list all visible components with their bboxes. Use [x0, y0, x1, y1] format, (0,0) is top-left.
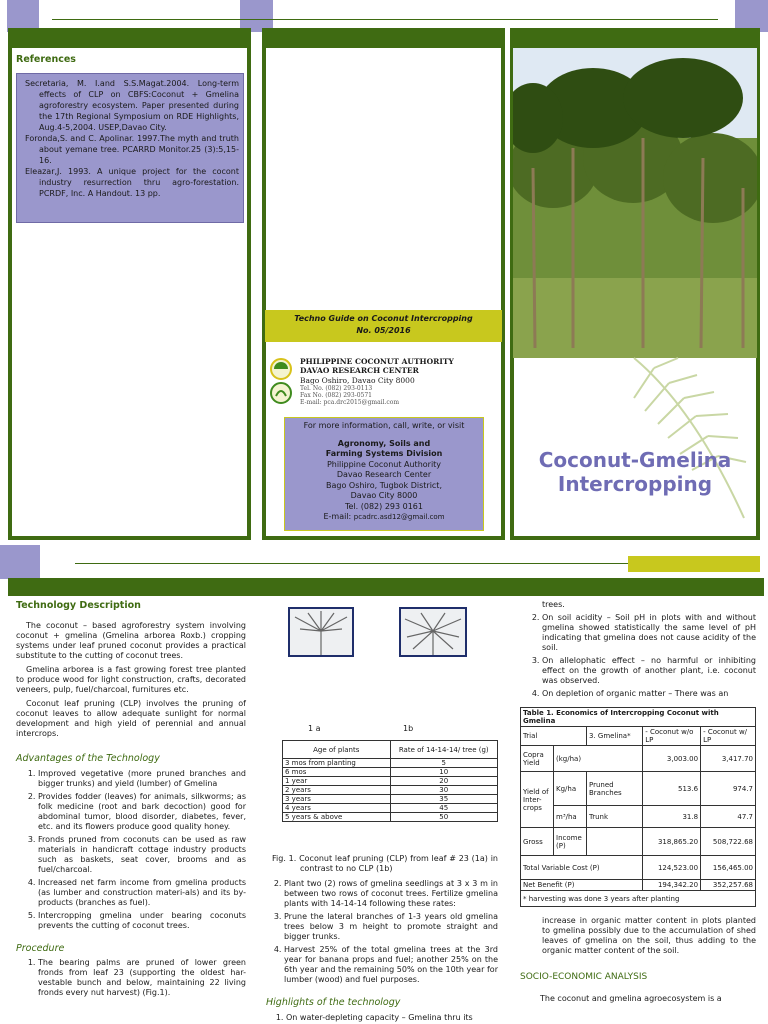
contact-tel: Tel. (082) 293 0161	[345, 501, 423, 511]
table-row	[521, 772, 756, 806]
reference-item: Foronda,S. and C. Apolinar. 1997.The myth and truth about yemane tree. PCARRD Monitor.25 (3):5,15-16.	[25, 134, 239, 165]
table-row	[521, 856, 756, 880]
cell: Income (P)	[554, 828, 587, 856]
economics-table-note: * harvesting was done 3 years after planting	[521, 891, 756, 907]
socio-economic-heading: SOCIO-ECONOMIC ANALYSIS	[520, 972, 648, 982]
bottom-lavender-tab-left	[0, 545, 40, 579]
coconut-gmelina-photo	[513, 48, 757, 358]
cell: 35	[390, 795, 498, 804]
contact-line-3: Bago Oshiro, Tugbok District,	[325, 480, 442, 490]
cover-panel	[510, 28, 760, 540]
cell: 3 mos from planting	[283, 759, 391, 768]
cover-title-line-1: Coconut-Gmelina	[538, 448, 732, 472]
agency-email: E-mail: pca.drc2015@gmail.com	[300, 399, 400, 406]
trees-continuation: trees.	[542, 600, 565, 609]
table-row	[283, 813, 498, 822]
cell: 5 years & above	[283, 813, 391, 822]
table-row	[521, 708, 756, 727]
table-row	[521, 828, 756, 856]
column-3	[520, 600, 756, 1004]
cell: 50	[390, 813, 498, 822]
agency-name-2: DAVAO RESEARCH CENTER	[300, 366, 419, 375]
list-item: 4. Increased net farm income from gmelina products (as lumber and construction materi-als) and its by-products (branches as fuel).	[38, 878, 246, 908]
cell: 4 years	[283, 804, 391, 813]
agency-block	[300, 357, 500, 406]
cell: 318,865.20	[643, 828, 701, 856]
cell: m³/ha	[554, 806, 587, 828]
contact-line-2: Davao Research Center	[336, 470, 432, 479]
contact-line-4: Davao City 8000	[350, 491, 418, 500]
agency-fax: Fax No. (082) 293-0571	[300, 392, 372, 399]
contact-box	[284, 417, 484, 531]
references-box	[16, 73, 244, 223]
table-row	[283, 804, 498, 813]
cell: 3,003.00	[643, 746, 701, 772]
palm-frond-decoration	[624, 348, 754, 528]
cell: Yield of Inter-crops	[521, 772, 554, 828]
agency-address: Bago Oshiro, Davao City 8000	[300, 376, 415, 385]
list-item: 4. On depletion of organic matter – There was an	[542, 689, 756, 699]
table-row	[521, 746, 756, 772]
guide-line-2: No. 05/2016	[356, 326, 411, 335]
cell: 20	[390, 777, 498, 786]
cell: 352,257.68	[701, 880, 756, 891]
reference-item: Secretaria, M. I.and S.S.Magat.2004. Long-term effects of CLP on CBFS:Coconut + Gmelina agroforestry ecosystem. Paper presented during the 17th Regional Symposium on RDE Highlights, Aug.4-5,2004. USEP,Davao City.	[25, 79, 239, 132]
contact-division-2: Farming Systems Division	[325, 449, 443, 458]
list-item: 1. On water-depleting capacity – Gmelina thru its	[286, 1013, 498, 1023]
figure-1b-image	[399, 607, 467, 657]
table-row	[521, 727, 756, 746]
list-item: 5. Intercropping gmelina under bearing coconuts prevents the cutting of coconut trees.	[38, 911, 246, 931]
list-item: 2. Plant two (2) rows of gmelina seedlings at 3 x 3 m in between two rows of coconut trees. Fertilize gmelina plants with 14-14-14 following these rates:	[284, 879, 498, 909]
figure-1a-label: 1 a	[308, 724, 321, 733]
cell: Total Variable Cost (P)	[521, 856, 643, 880]
cell: 3. Gmelina*	[587, 727, 643, 746]
cell: Copra Yield	[521, 746, 554, 772]
list-item: 3. On allelophatic effect – no harmful or inhibiting effect on the growth of another plant, i.e. coconut was observed.	[542, 656, 756, 686]
cell: 513.6	[643, 772, 701, 806]
figure-1-caption: Fig. 1. Coconut leaf pruning (CLP) from leaf # 23 (1a) in contrast to no CLP (1b)	[272, 854, 498, 873]
column-2-text	[266, 854, 498, 1024]
table-row	[283, 741, 498, 759]
fertilizer-rate-table	[282, 740, 498, 822]
cell: 1 year	[283, 777, 391, 786]
guide-banner	[265, 310, 502, 342]
contact-panel	[262, 28, 505, 540]
table-row	[283, 795, 498, 804]
procedure-heading: Procedure	[16, 943, 65, 954]
table-row	[283, 768, 498, 777]
references-heading: References	[16, 54, 76, 65]
tech-heading: Technology Description	[16, 600, 141, 611]
cell: 3 years	[283, 795, 391, 804]
cell	[587, 828, 643, 856]
socio-economic-text: The coconut and gmelina agroecosystem is a	[540, 994, 722, 1003]
cell: Trial	[521, 727, 587, 746]
references-panel	[8, 28, 251, 540]
reference-item: Eleazar,J. 1993. A unique project for the cocont industry resurrection thru agro-forestation. PCRDF, Inc. A Handout. 13 pp.	[25, 167, 239, 198]
cell: 45	[390, 804, 498, 813]
list-item: 3. Prune the lateral branches of 1-3 years old gmelina trees below 3 m height to promote straight and bigger trunks.	[284, 912, 498, 942]
cell: Gross	[521, 828, 554, 856]
rate-header-rate: Rate of 14-14-14/ tree (g)	[390, 741, 498, 759]
procedure-list	[16, 958, 246, 998]
cell: 5	[390, 759, 498, 768]
table-row	[521, 891, 756, 907]
contact-email-row	[285, 512, 483, 523]
cell: Pruned Branches	[587, 772, 643, 806]
cell: 10	[390, 768, 498, 777]
tech-paragraph-1: The coconut – based agroforestry system involving coconut + gmelina (Gmelina arborea Roxb.) cropping systems under leaf pruned coconut provides a practical substitute to the cutting of coconut trees.	[16, 621, 246, 660]
table-row	[283, 786, 498, 795]
economics-table	[520, 707, 756, 907]
economics-table-title: Table 1. Economics of Intercropping Coconut with Gmelina	[521, 708, 756, 727]
cell: 31.8	[643, 806, 701, 828]
list-item: 4. Harvest 25% of the total gmelina trees at the 3rd year for banana props and fuel; another 25% on the 6th year and the remaining 50% on the 10th year for lumber (wood) and fuel purposes.	[284, 945, 498, 985]
cell: Trunk	[587, 806, 643, 828]
contact-intro: For more information, call, write, or visit	[303, 421, 465, 430]
cell: 47.7	[701, 806, 756, 828]
table-row	[283, 759, 498, 768]
advantages-list	[16, 769, 246, 931]
contact-division-1: Agronomy, Soils and	[337, 438, 431, 448]
guide-line-1: Techno Guide on Coconut Intercropping	[294, 314, 473, 323]
table-row	[521, 806, 756, 828]
figure-1b-label: 1b	[403, 724, 414, 733]
bottom-green-band	[8, 578, 764, 596]
rate-header-age: Age of plants	[283, 741, 391, 759]
agency-tel: Tel. No. (082) 293-0113	[300, 385, 373, 392]
highlights-list-continued	[520, 613, 756, 699]
cell: 124,523.00	[643, 856, 701, 880]
bottom-rule	[75, 563, 630, 564]
table-row	[283, 777, 498, 786]
cell: - Coconut w/ LP	[701, 727, 756, 746]
highlights-list	[272, 1013, 498, 1023]
procedure-list-continued	[272, 879, 498, 985]
cell: 194,342.20	[643, 880, 701, 891]
contact-email[interactable]: pcadrc.asd12@gmail.com	[353, 513, 445, 521]
tech-paragraph-3: Coconut leaf pruning (CLP) involves the pruning of coconut leaves to allow adequate sunlight for normal development and high yield of perennial and annual intercrops.	[16, 699, 246, 738]
table-row	[521, 880, 756, 891]
cell: Kg/ha	[554, 772, 587, 806]
list-item: 1. The bearing palms are pruned of lower green fronds from leaf 23 (supporting the oldest har-vestable bunch and below, maintaining 22 living fronds every nut harvest) (Fig.1).	[38, 958, 246, 998]
contact-line-1: Philippine Coconut Authority	[326, 459, 442, 469]
cell: 3,417.70	[701, 746, 756, 772]
list-item: 2. Provides fodder (leaves) for animals, silkworms; as folk medicine (root and bark decoction) good for abdominal tumor, blood disorder, diabetes, fever, etc. and its flowers produce good quality honey.	[38, 792, 246, 832]
cell: 2 years	[283, 786, 391, 795]
highlights-heading: Highlights of the technology	[266, 997, 401, 1008]
advantages-heading: Advantages of the Technology	[16, 753, 160, 764]
cover-title-line-2: Intercropping	[557, 472, 713, 496]
cell: (kg/ha)	[554, 746, 643, 772]
bottom-yellow-tab	[628, 556, 760, 572]
cell: - Coconut w/o LP	[643, 727, 701, 746]
agency-name-1: PHILIPPINE COCONUT AUTHORITY	[300, 357, 454, 366]
list-item: 2. On soil acidity – Soil pH in plots with and without gmelina showed statistically the same level of pH indicating that gmelina does not cause acidity of the soil.	[542, 613, 756, 653]
list-item: 3. Fronds pruned from coconuts can be used as raw materials in handicraft cottage industry products such as baskets, seat cover, brooms and as fuel/charcoal.	[38, 835, 246, 875]
cover-title	[514, 448, 756, 496]
cell: 508,722.68	[701, 828, 756, 856]
list-item: 1. Improved vegetative (more pruned branches and bigger trunks) and yield (lumber) of Gmelina	[38, 769, 246, 789]
cell: 156,465.00	[701, 856, 756, 880]
cell: 30	[390, 786, 498, 795]
top-rule	[52, 19, 718, 20]
tech-paragraph-2: Gmelina arborea is a fast growing forest tree planted to produce wood for light construction, crafts, decorated veneers, pulp, fuel/charcoal, furnitures etc.	[16, 665, 246, 694]
contact-email-label: E-mail:	[323, 512, 352, 521]
cell: 6 mos	[283, 768, 391, 777]
cell: 974.7	[701, 772, 756, 806]
organic-matter-paragraph: increase in organic matter content in plots planted to gmelina possibly due to the accumulation of shed leaves of gmelina on the soil, thus adding to the organic matter content of the soil.	[542, 916, 756, 955]
agency-logo-icon	[268, 358, 296, 408]
column-1	[16, 600, 246, 1001]
figure-1a-image	[288, 607, 354, 657]
cell: Net Benefit (P)	[521, 880, 643, 891]
